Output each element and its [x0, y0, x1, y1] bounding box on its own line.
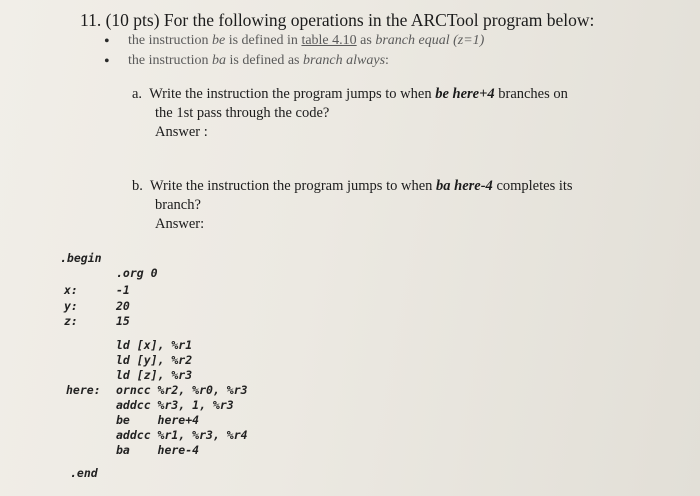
- code-load-x: ld [x], %r1: [116, 338, 193, 352]
- bullet-text: the instruction: [128, 33, 209, 48]
- part-a-text: Write the instruction the program jumps to when: [149, 86, 432, 102]
- bullet-text: :: [385, 53, 389, 68]
- code-value-x: -1: [116, 283, 130, 297]
- part-b: [132, 178, 573, 235]
- code-org: .org 0: [116, 266, 158, 280]
- mnemonic-ba: ba: [212, 53, 226, 68]
- part-a-answer: Answer :: [155, 124, 208, 140]
- question-title: [80, 10, 594, 31]
- code-instr-ba: ba here-4: [116, 443, 200, 457]
- code-load-y: ld [y], %r2: [116, 353, 193, 367]
- code-instr-be: be here+4: [116, 413, 200, 427]
- bullet-dot-icon: •: [104, 33, 110, 50]
- bullet-text: is defined as: [229, 53, 300, 68]
- part-a-text: branches on: [498, 86, 568, 102]
- table-reference-link[interactable]: table 4.10: [301, 33, 357, 48]
- code-instr-orncc: orncc %r2, %r0, %r3: [116, 383, 248, 397]
- part-a-instruction: be here+4: [435, 86, 495, 102]
- bullet-text: is defined in: [228, 33, 298, 48]
- meaning-branch-always: branch always: [302, 53, 386, 68]
- code-begin: .begin: [60, 251, 102, 265]
- part-a-text-line2: the 1st pass through the code?: [155, 105, 330, 121]
- question-header: (10 pts) For the following operations in the ARCTool program below:: [105, 10, 595, 30]
- bullet-text: the instruction: [128, 53, 209, 68]
- mnemonic-be: be: [212, 33, 226, 48]
- code-instr-addcc: addcc %r3, 1, %r3: [116, 398, 234, 412]
- code-value-z: 15: [116, 314, 130, 328]
- part-a: [132, 86, 568, 143]
- question-number: 11.: [80, 10, 102, 30]
- code-end: .end: [70, 466, 98, 480]
- meaning-branch-equal: branch equal: [375, 33, 450, 48]
- code-label-here: here:: [66, 383, 101, 397]
- code-label-y: y:: [64, 299, 78, 313]
- part-b-label: b.: [132, 178, 143, 194]
- bullet-text: as: [360, 33, 372, 48]
- code-load-z: ld [z], %r3: [116, 368, 193, 382]
- bullet-dot-icon: •: [104, 53, 110, 70]
- part-b-text: completes its: [496, 178, 573, 194]
- part-a-label: a.: [132, 86, 143, 102]
- condition-z: (z=1): [453, 33, 485, 48]
- code-label-z: z:: [64, 314, 78, 328]
- code-value-y: 20: [116, 299, 130, 313]
- code-instr-addcc2: addcc %r1, %r3, %r4: [116, 428, 248, 442]
- code-label-x: x:: [64, 283, 78, 297]
- part-b-answer: Answer:: [155, 216, 205, 232]
- part-b-text: Write the instruction the program jumps to when: [149, 178, 433, 194]
- part-b-text-line2: branch?: [155, 197, 201, 213]
- part-b-instruction: ba here-4: [436, 178, 493, 194]
